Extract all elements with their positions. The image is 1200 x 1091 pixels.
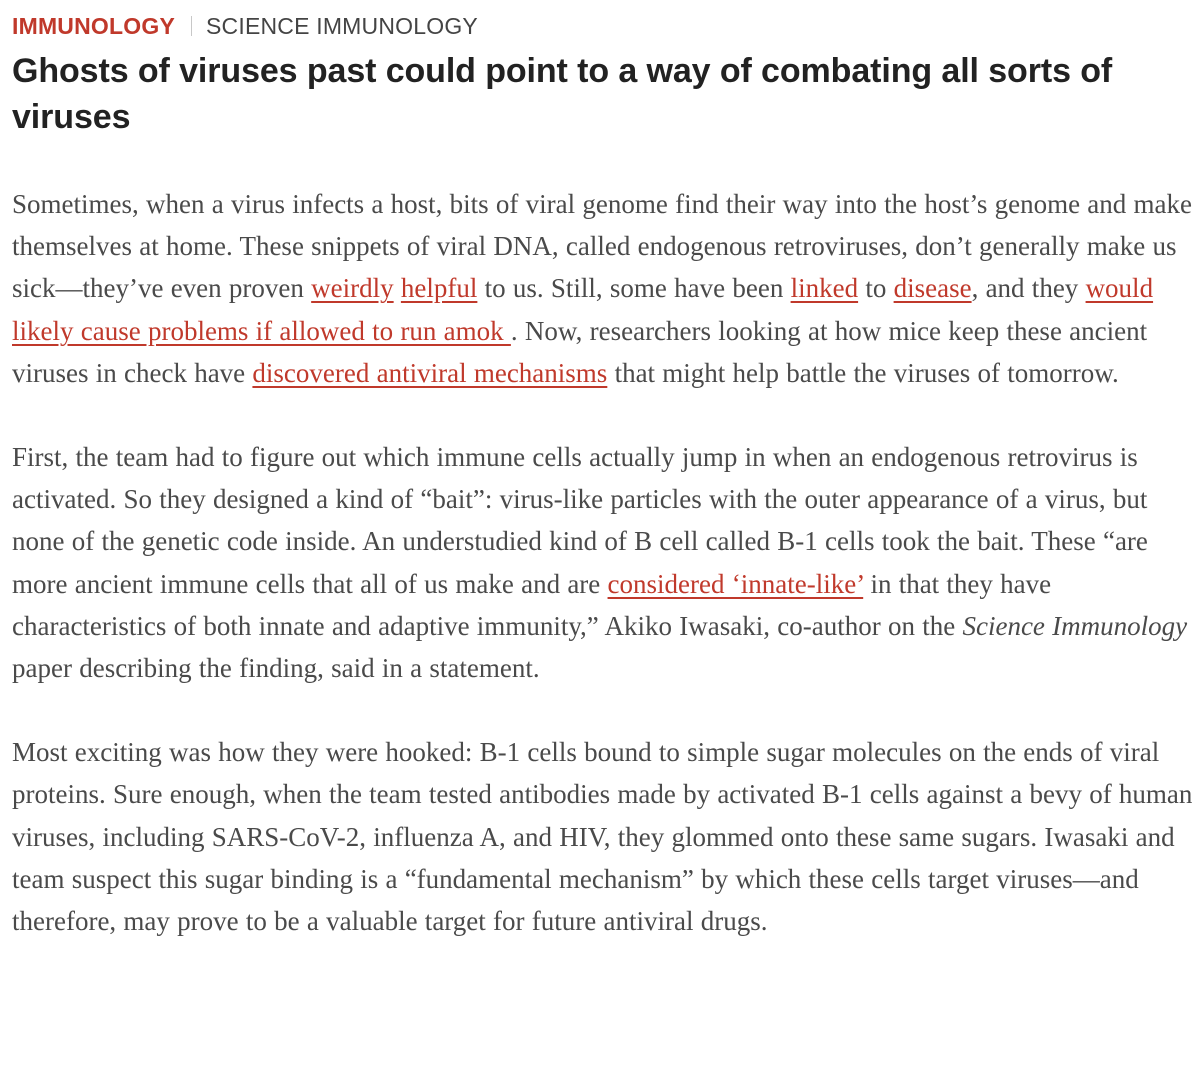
- paragraph-2-text-2: in that they have characteristics of both innate and adaptive immunity,” Akiko Iwasaki, co-author on the: [12, 568, 1052, 641]
- article-headline: Ghosts of viruses past could point to a way of combating all sorts of viruses: [12, 52, 1113, 136]
- paragraph-1-text-5: , and they: [971, 273, 1086, 304]
- link-problems-amok[interactable]: would likely cause problems if allowed to run amok: [12, 273, 1154, 346]
- paragraph-1-text-7: that might help battle the viruses of tomorrow.: [607, 357, 1119, 388]
- paragraph-1-text-3: to us. Still, some have been: [477, 273, 791, 304]
- journal-link[interactable]: SCIENCE IMMUNOLOGY: [206, 13, 478, 39]
- paragraph-2-text-1: First, the team had to figure out which immune cells actually jump in when an endogenous retrovirus is activated. So they designed a kind of “bait”: virus-like particles with the outer appearance of a virus, but none of the genetic code inside. An understudied kind of B cell called B-1 cells took the bait. These “are more ancient immune cells that all of us make and are: [12, 442, 1148, 599]
- paragraph-3: Most exciting was how they were hooked: B-1 cells bound to simple sugar molecules on the ends of viral proteins. Sure enough, when the team tested antibodies made by activated B-1 cells against a bevy of human viruses, including SARS-CoV-2, influenza A, and HIV, they glommed onto these same sugars. Iwasaki and team suspect this sugar binding is a “fundamental mechanism” by which these cells target viruses—and therefore, may prove to be a valuable target for future antiviral drugs.: [12, 737, 1193, 937]
- section-link[interactable]: IMMUNOLOGY: [12, 13, 175, 39]
- kicker-divider: [191, 16, 192, 36]
- article-body: [12, 183, 1198, 942]
- paragraph-1: [12, 183, 1198, 394]
- paragraph-2: [12, 436, 1198, 689]
- link-linked[interactable]: linked: [790, 273, 859, 304]
- link-helpful[interactable]: helpful: [400, 273, 478, 304]
- link-disease[interactable]: disease: [893, 273, 972, 304]
- paragraph-1-text-4: to: [858, 273, 894, 304]
- article: [12, 8, 1198, 984]
- link-innate-like[interactable]: considered ‘innate-like’: [607, 568, 864, 599]
- link-weirdly[interactable]: weirdly: [311, 273, 394, 304]
- paragraph-1-text-2: [394, 273, 401, 303]
- paragraph-1-text-6: . Now, researchers looking at how mice keep these ancient viruses in check have: [12, 315, 1148, 388]
- article-kicker: [12, 8, 1198, 44]
- paragraph-1-text-1: Sometimes, when a virus infects a host, bits of viral genome find their way into the host’s genome and make themselves at home. These snippets of viral DNA, called endogenous retroviruses, don’t generally make us sick—they’ve even proven: [12, 189, 1193, 304]
- link-discovered-mechanisms[interactable]: discovered antiviral mechanisms: [252, 357, 608, 388]
- journal-name-italic: Science Immunology: [962, 610, 1188, 641]
- paragraph-2-text-3: paper describing the finding, said in a statement.: [12, 653, 540, 684]
